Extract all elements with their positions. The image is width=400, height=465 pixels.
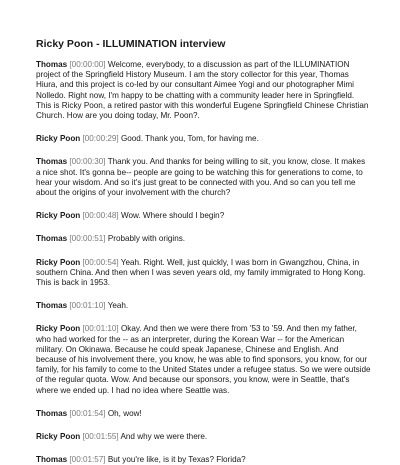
utterance-text: And why we were there. [120,432,208,442]
speaker-name: Ricky Poon [36,257,81,267]
utterance-text: Good. Thank you, Tom, for having me. [120,134,259,144]
transcript-turn [36,157,371,198]
transcript-turn [36,60,371,121]
speaker-name: Ricky Poon [36,324,81,334]
speaker-name: Thomas [36,60,68,69]
speaker-name: Thomas [36,301,68,311]
speaker-name: Thomas [36,455,68,465]
utterance-text: Probably with origins. [107,234,186,244]
speaker-name: Thomas [36,157,68,167]
transcript-turn [36,409,371,419]
speaker-name: Ricky Poon [36,134,81,144]
timestamp: [00:00:29] [82,134,119,144]
transcript-turn [36,324,371,395]
utterance-text: Yeah. [107,301,129,311]
timestamp: [00:01:54] [69,408,106,418]
transcript-turn [36,455,371,465]
timestamp: [00:01:57] [69,455,106,465]
utterance-text: But you're like, is it by Texas? Florida? [107,455,246,465]
speaker-name: Thomas [36,408,68,418]
utterance-text: Welcome, everybody, to a discussion as part of the ILLUMINATION project of the Springfield History Museum. I am the story collector for this year, Thomas Hiura, and this project is co-led by our consultant Aimee Yogi and our photographer Mimi Nolledo. Right now, I'm happy to be chatting with a community leader here in Springfield. This is Ricky Poon, a retired pastor with this wonderful Eugene Springfield Chinese Christian Church. How are you doing today, Mr. Poon?. [36,60,369,121]
utterance-text: Wow. Where should I begin? [120,211,225,221]
transcript-turn [36,258,371,289]
timestamp: [00:01:55] [82,432,119,442]
speaker-name: Thomas [36,234,68,244]
timestamp: [00:00:51] [69,234,106,244]
transcript-turn [36,211,371,221]
document-title: Ricky Poon - ILLUMINATION interview [36,38,226,50]
transcript-turn [36,301,371,311]
utterance-text: Thank you. And thanks for being willing to sit, you know, close. It makes a nice shot. It's gonna be-- people are going to be watching this for generations to come, to hear your wisdom. And so it's just great to be connected with you. And so can you tell me about the origins of your involvement with the church? [36,157,366,198]
utterance-text: Oh, wow! [107,408,142,418]
speaker-name: Ricky Poon [36,432,81,442]
utterance-text: Okay. And then we were there from '53 to '59. And then my father, who had worked for the -- as an interpreter, during the Korean War -- for the American military. On Okinawa. Because he could speak Japanese, Chinese and English. And because of his involvement there, you know, he was able to find sponsors, you know, for our family, for his family to come to the United States under a refugee status. So we were outside of the regular quota. Wow. And because our sponsors, you know, were in Seattle, that's where we ended up. I had no idea where Seattle was. [36,324,371,395]
transcript-turn [36,234,371,244]
transcript-turn [36,134,371,144]
timestamp: [00:00:00] [69,60,106,69]
transcript-turn [36,432,371,442]
utterance-text: Yeah. Right. Well, just quickly, I was born in Gwangzhou, China, in southern China. And then when I was seven years old, my family immigrated to Hong Kong. This is back in 1953. [36,257,366,288]
timestamp: [00:01:10] [82,324,119,334]
speaker-name: Ricky Poon [36,211,81,221]
timestamp: [00:00:48] [82,211,119,221]
timestamp: [00:01:10] [69,301,106,311]
timestamp: [00:00:30] [69,157,106,167]
timestamp: [00:00:54] [82,257,119,267]
